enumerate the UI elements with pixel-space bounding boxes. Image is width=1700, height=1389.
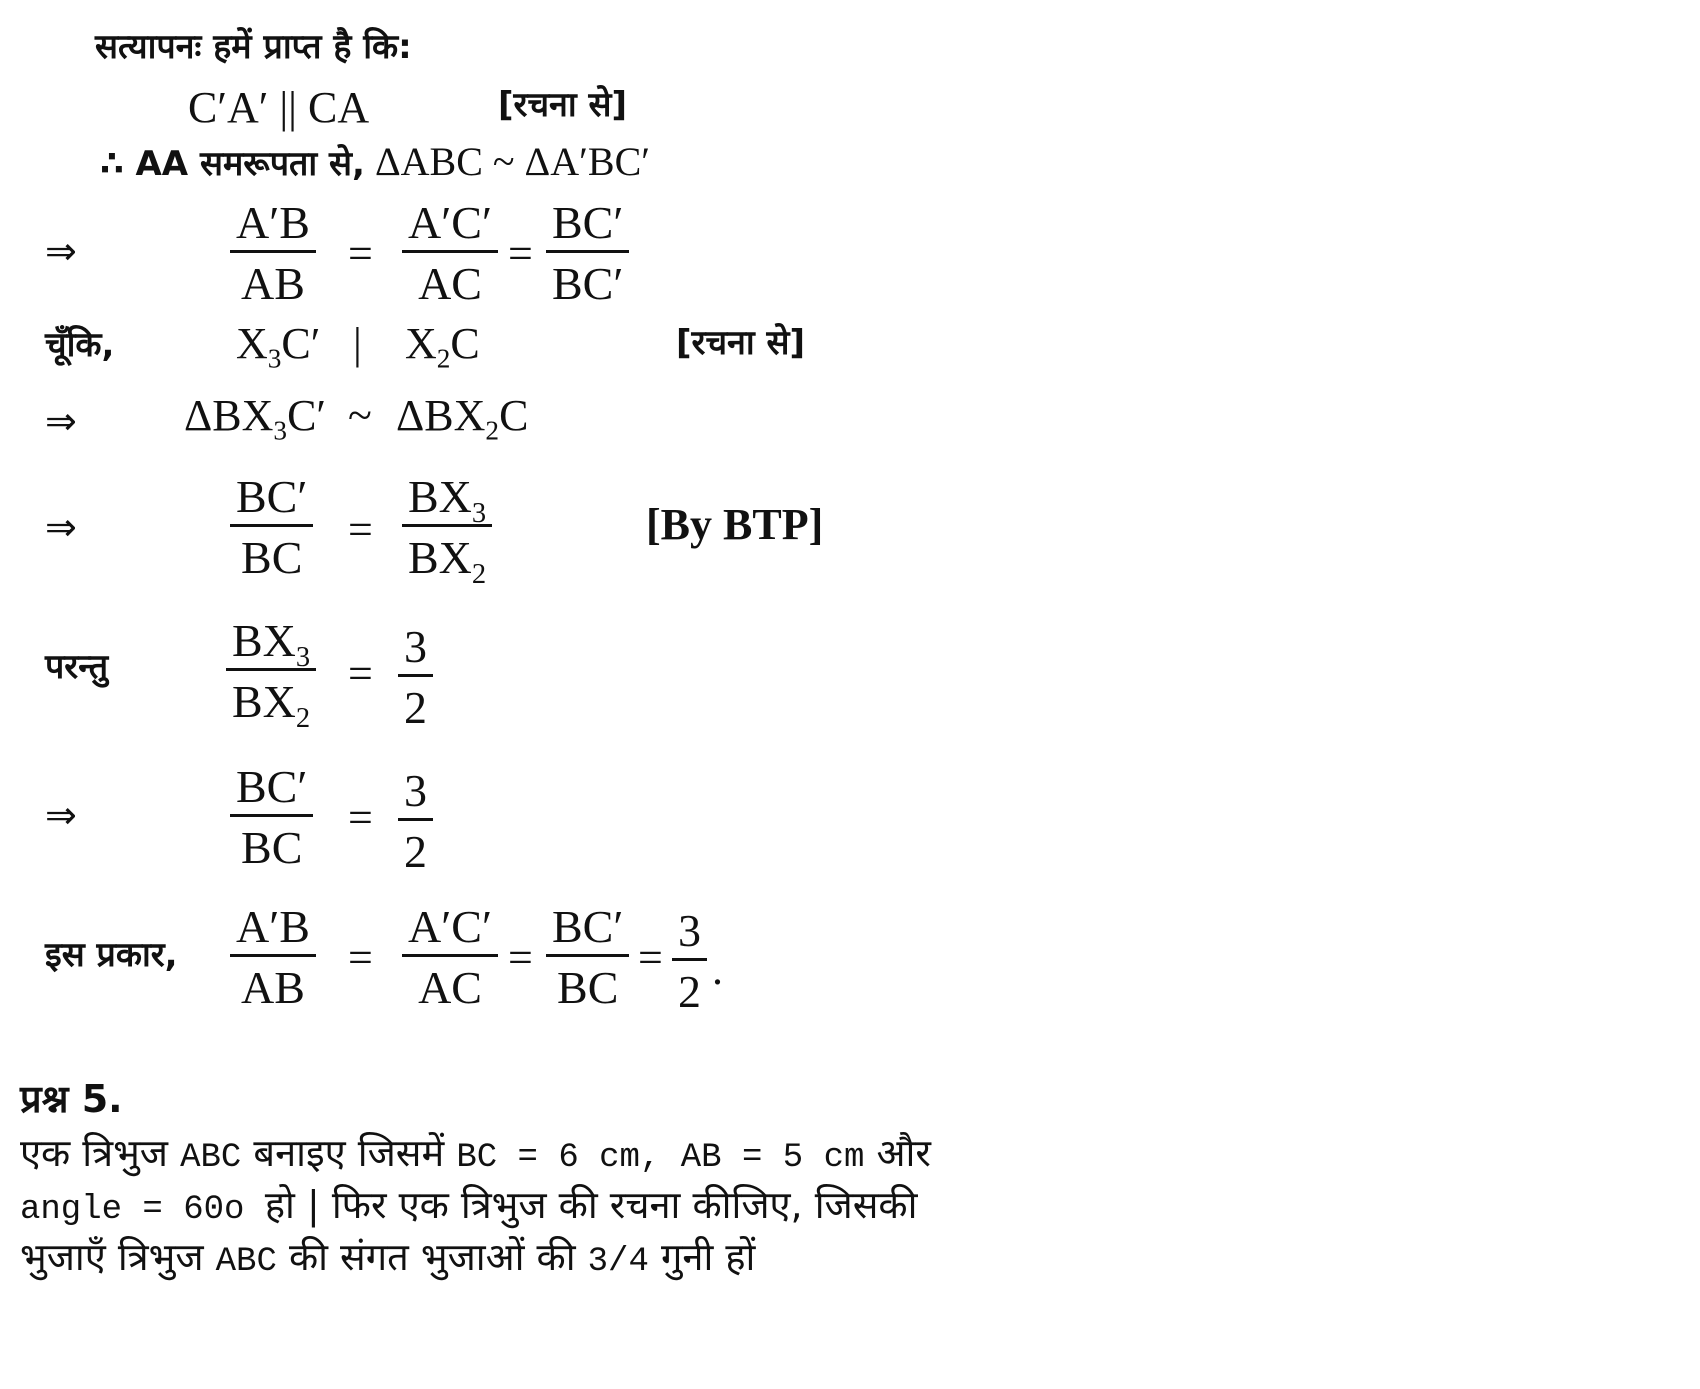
denominator: BC′ — [552, 258, 624, 309]
numerator: A′C′ — [408, 901, 493, 952]
similarity-line — [100, 139, 651, 184]
question-line-1 — [20, 1131, 931, 1177]
denominator: 2 — [404, 826, 427, 877]
question-text-segment: BC = 6 cm, AB = 5 cm — [456, 1139, 865, 1177]
fraction-bc — [546, 197, 629, 309]
denominator: BC — [241, 822, 303, 873]
implies-arrow: ⇒ — [45, 229, 77, 273]
period: . — [712, 945, 723, 994]
numerator: BC′ — [552, 901, 624, 952]
equals-sign: = — [508, 229, 533, 278]
implies-arrow: ⇒ — [45, 505, 77, 549]
question-text-segment: angle = 60o — [20, 1191, 265, 1229]
denominator: BC — [557, 962, 619, 1013]
fraction-bc-prime — [230, 761, 313, 873]
denominator: AB — [241, 962, 305, 1013]
numerator: A′B — [236, 901, 310, 952]
denominator: AC — [418, 962, 482, 1013]
numerator: 3 — [404, 765, 427, 816]
fraction-three-halves — [672, 905, 707, 1017]
equals-sign: = — [508, 933, 533, 982]
verification-heading: सत्यापनः हमें प्राप्त है कि: — [95, 27, 412, 67]
construction-reason: [रचना से] — [498, 85, 628, 125]
equals-sign: = — [348, 649, 373, 698]
numerator: 3 — [404, 621, 427, 672]
denominator: BC — [241, 532, 303, 583]
since-right-segment: $X_2C$ — [405, 319, 480, 374]
numerator: A′C′ — [408, 197, 493, 248]
denominator: $BX_2$ — [408, 532, 487, 590]
denominator: AC — [418, 258, 482, 309]
question-text-segment: और — [864, 1131, 931, 1175]
numerator: BC′ — [552, 197, 624, 248]
question-text-segment: भुजाएँ त्रिभुज — [20, 1235, 216, 1279]
numerator: $BX_3$ — [232, 615, 311, 673]
fraction-ac — [402, 901, 498, 1013]
numerator: BC′ — [236, 761, 308, 812]
question-title: प्रश्न 5. — [20, 1077, 123, 1121]
denominator: 2 — [404, 682, 427, 733]
btp-reason: [By BTP] — [646, 500, 824, 549]
since-left-segment: $X_3C'$ — [236, 319, 321, 374]
question-text-segment: एक त्रिभुज — [20, 1131, 181, 1175]
question-line-2 — [20, 1183, 918, 1229]
parallel-statement: C′A′ || CA — [188, 83, 370, 132]
equals-sign: = — [348, 229, 373, 278]
equals-sign: = — [638, 933, 663, 982]
implies-arrow: ⇒ — [45, 793, 77, 837]
question-text-segment: हो | फिर एक त्रिभुज की रचना कीजिए, जिसकी — [264, 1183, 918, 1227]
question-text-segment: 3/4 — [587, 1243, 649, 1281]
fraction-bx — [226, 615, 316, 734]
similarity-prefix: ∴ AA समरूपता से, — [100, 144, 365, 184]
fraction-bx — [402, 471, 492, 590]
since-label: चूँकि, — [45, 325, 115, 365]
fraction-three-halves — [398, 765, 433, 877]
question-text-segment: ABC — [180, 1139, 242, 1177]
denominator: 2 — [678, 966, 701, 1017]
question-line-3 — [20, 1235, 756, 1281]
triangle-right: $\Delta BX_2C$ — [396, 391, 529, 446]
similarity-statement: ΔABC ~ ΔA′BC′ — [374, 139, 651, 184]
implies-arrow: ⇒ — [45, 399, 77, 443]
equals-sign: = — [348, 793, 373, 842]
thus-label: इस प्रकार, — [45, 935, 178, 975]
numerator: BC′ — [236, 471, 308, 522]
question-text-segment: बनाइए जिसमें — [241, 1131, 457, 1175]
denominator: $BX_2$ — [232, 676, 311, 734]
fraction-ab — [230, 197, 316, 309]
fraction-three-halves — [398, 621, 433, 733]
fraction-ac — [402, 197, 498, 309]
numerator: 3 — [678, 905, 701, 956]
numerator: A′B — [236, 197, 310, 248]
question-text-segment: ABC — [215, 1243, 277, 1281]
equals-sign: = — [348, 505, 373, 554]
triangle-left: $\Delta BX_3C'$ — [184, 391, 327, 446]
fraction-bc — [546, 901, 629, 1013]
equals-sign: = — [348, 933, 373, 982]
fraction-ab — [230, 901, 316, 1013]
denominator: AB — [241, 258, 305, 309]
question-text-segment: गुनी हों — [648, 1235, 756, 1279]
since-separator: | — [353, 319, 362, 368]
numerator: $BX_3$ — [408, 471, 487, 529]
fraction-bc-prime — [230, 471, 313, 583]
similar-sign: ~ — [348, 391, 372, 440]
but-label: परन्तु — [45, 647, 109, 687]
question-text-segment: की संगत भुजाओं की — [276, 1235, 588, 1279]
construction-reason: [रचना से] — [676, 323, 806, 363]
